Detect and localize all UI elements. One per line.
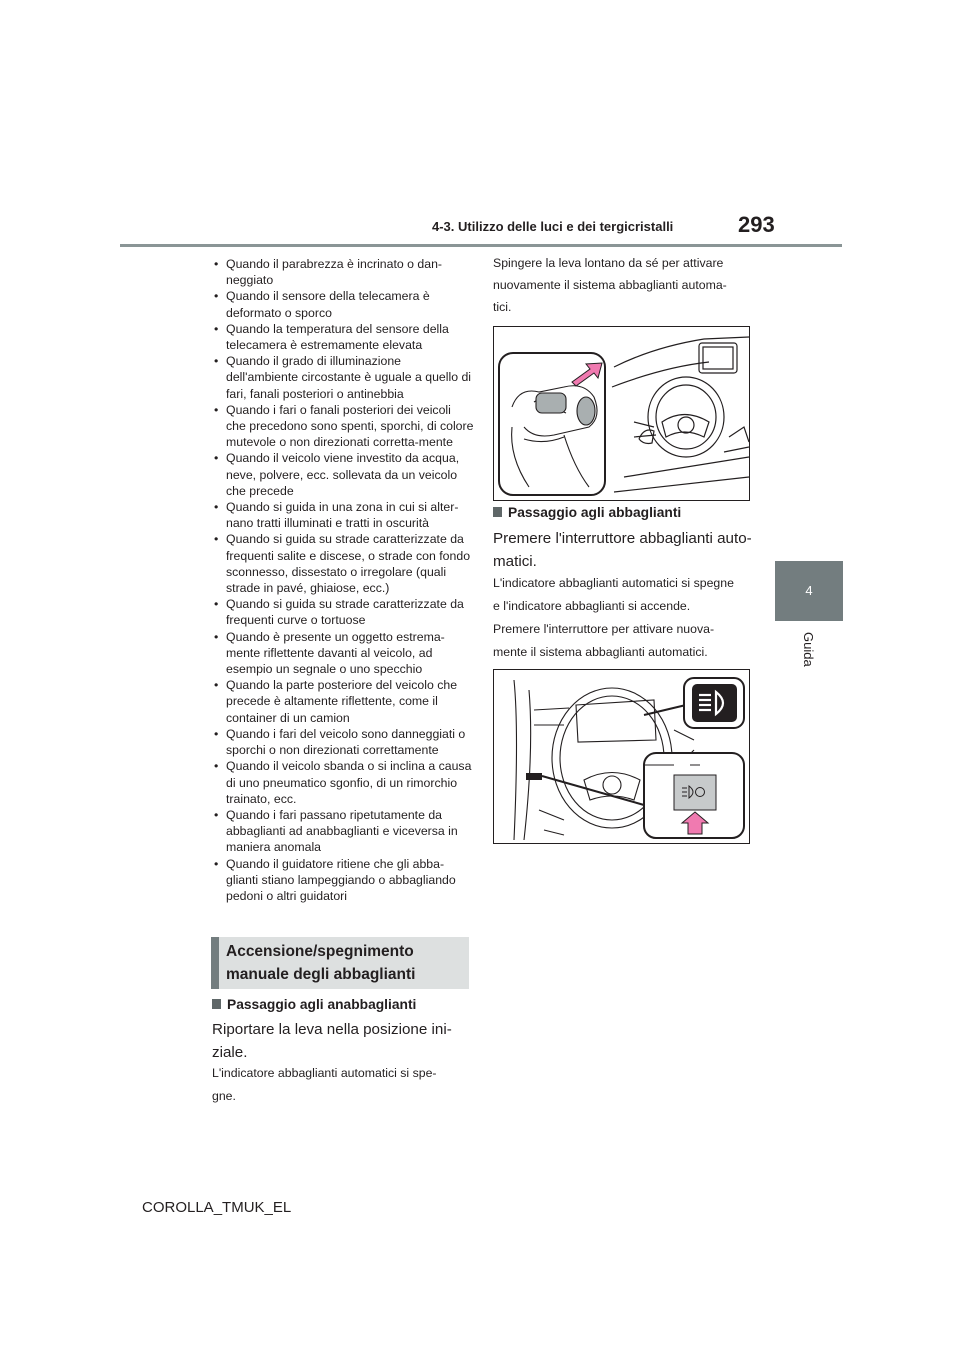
list-item: • Quando il sensore della telecamera è deformato o sporco: [212, 288, 474, 320]
section-heading-bar: [211, 937, 219, 989]
list-item: • Quando il veicolo sbanda o si inclina a causa di uno pneumatico sgonfio, di un rimorchio trainato, ecc.: [212, 758, 474, 807]
subheading-low-beam: Passaggio agli anabbaglianti: [212, 997, 416, 1012]
list-item: • Quando il veicolo viene investito da acqua, neve, polvere, ecc. sollevata da un veicolo che precede: [212, 450, 474, 499]
square-bullet-icon: [212, 999, 221, 1009]
list-item: • Quando i fari del veicolo sono danneggiati o sporchi o non direzionati correttamente: [212, 726, 474, 758]
model-code: COROLLA_TMUK_EL: [142, 1199, 292, 1216]
section-heading: Accensione/spegnimento manuale degli abbaglianti: [226, 943, 416, 983]
list-item: • Quando il guidatore ritiene che gli abba-glianti stiano lampeggiando o abbagliando pedoni o altri guidatori: [212, 856, 474, 905]
chapter-number: 4: [805, 583, 813, 598]
switch-illustration: [493, 669, 750, 844]
note-high-beam-2: Premere l'interruttore per attivare nuova- mente il sistema abbaglianti automatici.: [493, 622, 715, 659]
intro-text: Spingere la leva lontano da sé per attivare nuovamente il sistema abbaglianti automa- tici.: [493, 256, 727, 314]
list-item: • Quando il parabrezza è incrinato o dan-neggiato: [212, 256, 474, 288]
note-low-beam: L'indicatore abbaglianti automatici si spe- gne.: [212, 1066, 437, 1103]
chapter-label: Guida: [801, 632, 816, 667]
list-item: • Quando la parte posteriore del veicolo che precede è altamente riflettente, come il container di un camion: [212, 677, 474, 726]
section-title: 4-3. Utilizzo delle luci e dei tergicristalli: [432, 219, 674, 234]
square-bullet-icon: [493, 507, 502, 517]
instruction-low-beam: Riportare la leva nella posizione ini- ziale.: [212, 1021, 452, 1061]
list-item: • Quando si guida in una zona in cui si alter-nano tratti illuminati e tratti in oscurità: [212, 499, 474, 531]
subheading-high-beam: Passaggio agli abbaglianti: [493, 505, 681, 520]
lever-illustration: [493, 326, 750, 501]
switch-drawing: [494, 670, 749, 843]
page-number: 293: [738, 212, 775, 237]
lever-drawing: [494, 327, 749, 500]
instruction-high-beam: Premere l'interruttore abbaglianti auto- matici.: [493, 530, 752, 570]
list-item: • Quando la temperatura del sensore della telecamera è estremamente elevata: [212, 321, 474, 353]
list-item: • Quando si guida su strade caratterizzate da frequenti curve o tortuose: [212, 596, 474, 628]
list-item: • Quando il grado di illuminazione dell'ambiente circostante è uguale a quello di fari, fanali posteriori o antinebbia: [212, 353, 474, 402]
list-item: • Quando i fari passano ripetutamente da abbaglianti ad anabbaglianti e viceversa in maniera anomala: [212, 807, 474, 856]
note-high-beam-1: L'indicatore abbaglianti automatici si spegne e l'indicatore abbaglianti si accende.: [493, 576, 734, 613]
header-rule: [120, 244, 842, 247]
list-item: • Quando i fari o fanali posteriori dei veicoli che precedono sono spenti, sporchi, di colore mutevole o non direzionati corretta-mente: [212, 402, 474, 451]
list-item: • Quando è presente un oggetto estrema-mente riflettente davanti al veicolo, ad esempio un segnale o uno specchio: [212, 629, 474, 678]
list-item: • Quando si guida su strade caratterizzate da frequenti salite e discese, o strade con fondo sconnesso, dissestato o irregolare (quali strade in pavé, ghiaiose, ecc.): [212, 531, 474, 596]
conditions-list: [212, 256, 474, 904]
